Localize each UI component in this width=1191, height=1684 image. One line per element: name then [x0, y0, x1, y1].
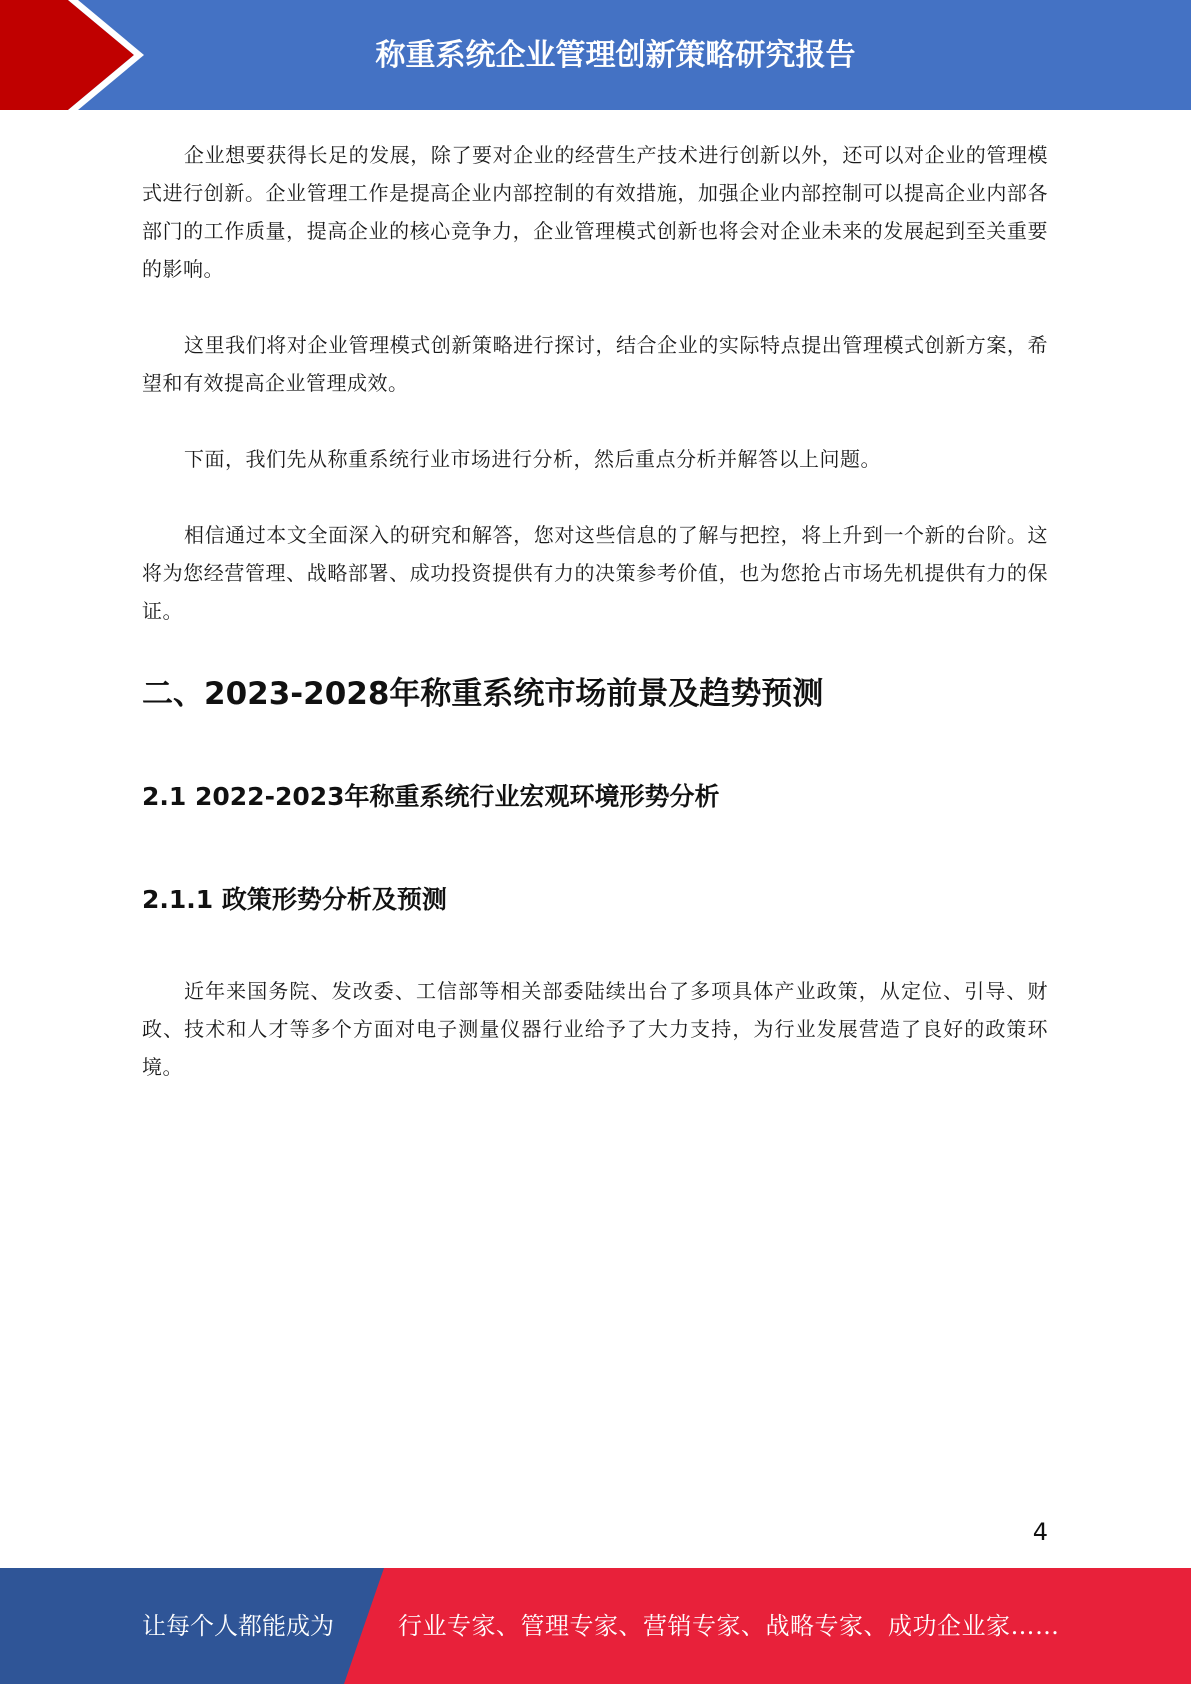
footer-slogan-right: 行业专家、管理专家、营销专家、战略专家、成功企业家……	[398, 1612, 1060, 1640]
paragraph-policy: 近年来国务院、发改委、工信部等相关部委陆续出台了多项具体产业政策，从定位、引导、财政、技术和人才等多个方面对电子测量仪器行业给予了大力支持，为行业发展营造了良好的政策环境。	[142, 979, 1048, 1079]
paragraph-3: 下面，我们先从称重系统行业市场进行分析，然后重点分析并解答以上问题。	[184, 447, 881, 471]
body-content	[142, 136, 1048, 630]
section-heading-3: 2.1.1 政策形势分析及预测	[142, 885, 447, 914]
section-heading-2: 2.1 2022-2023年称重系统行业宏观环境形势分析	[142, 782, 720, 811]
header-bar	[0, 0, 1191, 110]
section-heading-1: 二、2023-2028年称重系统市场前景及趋势预测	[142, 676, 824, 712]
paragraph-2: 这里我们将对企业管理模式创新策略进行探讨，结合企业的实际特点提出管理模式创新方案，希望和有效提高企业管理成效。	[142, 333, 1048, 395]
paragraph-4: 相信通过本文全面深入的研究和解答，您对这些信息的了解与把控，将上升到一个新的台阶。这将为您经营管理、战略部署、成功投资提供有力的决策参考价值，也为您抢占市场先机提供有力的保证。	[142, 523, 1048, 623]
report-title: 称重系统企业管理创新策略研究报告	[375, 38, 856, 73]
footer-bar	[0, 1568, 1191, 1684]
paragraph-1: 企业想要获得长足的发展，除了要对企业的经营生产技术进行创新以外，还可以对企业的管理模式进行创新。企业管理工作是提高企业内部控制的有效措施，加强企业内部控制可以提高企业内部各部门的工作质量，提高企业的核心竞争力，企业管理模式创新也将会对企业未来的发展起到至关重要的影响。	[142, 143, 1048, 281]
page-number: 4	[1032, 1518, 1048, 1546]
policy-content	[142, 972, 1048, 1086]
footer-slogan-left: 让每个人都能成为	[142, 1612, 334, 1640]
